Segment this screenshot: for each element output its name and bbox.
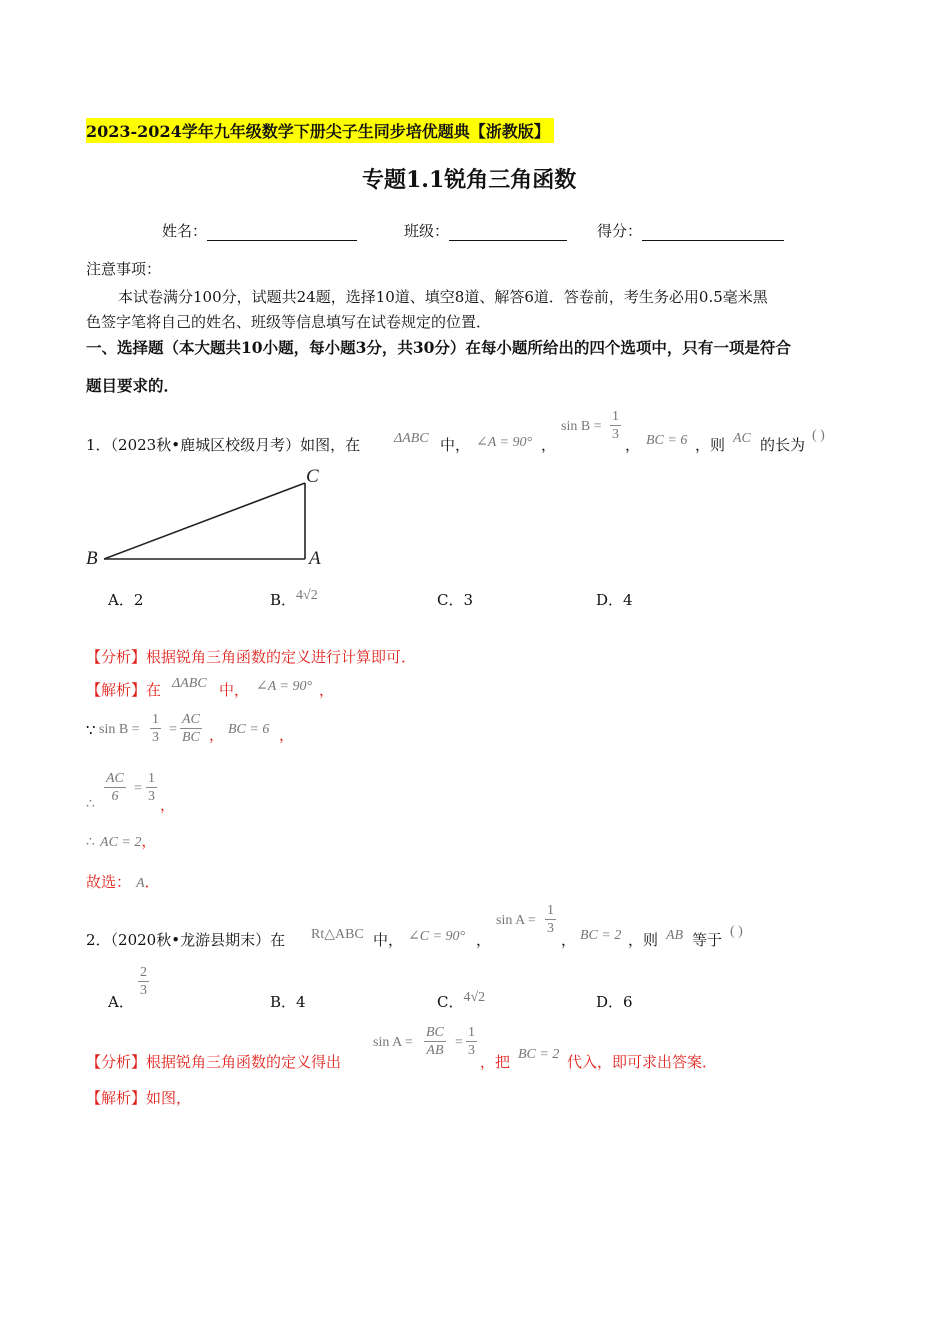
sol2-frac2 (466, 1024, 477, 1059)
sol1-frac1-den: 3 (152, 730, 159, 745)
sol1-frac3-den: 6 (111, 789, 119, 804)
q1-sin-fraction (610, 408, 621, 443)
q1-option-a[interactable]: A．2 (108, 591, 144, 609)
sol1-comma2: ， (209, 726, 225, 744)
sol1-zhong: 中， (219, 681, 250, 699)
q1-bc: BC = 6 (646, 433, 688, 448)
sol1-comma3: ， (279, 726, 295, 744)
class-field[interactable] (404, 220, 567, 241)
sol1-analysis: 【分析】根据锐角三角函数的定义进行计算即可． (86, 648, 417, 666)
q2-option-a-fraction (138, 964, 149, 999)
sol1-eq: = (169, 722, 177, 737)
sol1-period: ． (144, 873, 160, 891)
q1-triangle-figure (84, 462, 334, 572)
sol1-comma4: ， (160, 796, 176, 814)
series-title: 2023-2024学年九年级数学下册尖子生同步培优题典【浙教版】 (86, 118, 554, 143)
sol1-frac2-num: AC (182, 712, 200, 727)
q2-ab: AB (666, 928, 684, 943)
notes-line2: 色签字笔将自己的姓名、班级等信息填写在试卷规定的位置． (86, 313, 492, 331)
vertex-b-label: B (86, 548, 98, 569)
sol1-ac-eq: AC = 2 (100, 835, 142, 850)
class-label: 班级： (404, 222, 450, 240)
sol1-frac2-den: BC (182, 730, 200, 745)
q1-angle: ∠A = 90° (476, 435, 533, 450)
q1-option-b-value: 4√2 (296, 588, 318, 603)
score-field[interactable] (597, 220, 784, 241)
q2-ze: ，则 (628, 931, 659, 949)
sol1-frac1 (150, 711, 161, 746)
q2-comma1: ， (476, 931, 492, 949)
name-label: 姓名： (162, 222, 208, 240)
q2-option-a-label[interactable]: A． (108, 993, 134, 1011)
section-heading-line1: 一、选择题（本大题共10小题，每小题3分，共30分）在每小题所给出的四个选项中，只有一项是符合 (86, 338, 791, 357)
sol1-eq2: = (134, 781, 142, 796)
q2-sin-num: 1 (547, 903, 554, 918)
q1-ze: ，则 (695, 436, 726, 454)
q1-comma1: ， (541, 436, 557, 454)
q1-option-d[interactable]: D．4 (596, 591, 633, 609)
q1-paren: ( ) (812, 428, 825, 443)
sol1-frac3-num: AC (106, 771, 124, 786)
q1-sin-num: 1 (612, 409, 619, 424)
q2-sin-label: sin A = (496, 913, 536, 928)
page-title: 专题1.1锐角三角函数 (362, 167, 577, 193)
sol1-comma: ， (319, 681, 335, 699)
q1-sin-den: 3 (612, 427, 619, 442)
sol1-angle: ∠A = 90° (256, 679, 313, 694)
sol2-frac1-num: BC (426, 1025, 444, 1040)
q1-suffix: 的长为 (760, 436, 806, 454)
segment-bc (104, 483, 305, 559)
q2-option-c-label: C． (437, 993, 464, 1011)
sol2-mid: ，把 (480, 1053, 511, 1071)
q2-prefix: 2．（2020秋•龙游县期末）在 (86, 931, 286, 949)
q2-zhong: 中， (373, 931, 404, 949)
sol2-frac2-den: 3 (468, 1043, 475, 1058)
q2-option-c[interactable] (437, 991, 485, 1012)
q1-comma2: ， (625, 436, 641, 454)
q2-comma2: ， (561, 931, 577, 949)
therefore2-symbol: ∴ (86, 835, 95, 850)
name-field[interactable] (162, 220, 357, 241)
sol1-jiexi: 【解析】在 (86, 681, 162, 699)
section-heading-line2: 题目要求的． (86, 376, 180, 395)
therefore-symbol: ∴ (86, 797, 95, 812)
q1-option-c[interactable]: C．3 (437, 591, 474, 609)
name-blank[interactable] (207, 226, 357, 241)
vertex-c-label: C (306, 466, 319, 487)
sol2-sin-label: sin A = (373, 1035, 413, 1050)
sol2-jiexi: 【解析】如图， (86, 1089, 192, 1107)
sol1-frac1-num: 1 (152, 712, 159, 727)
q1-triangle: ΔABC (394, 431, 429, 446)
q2-option-b[interactable]: B．4 (270, 993, 306, 1011)
sol1-line4 (86, 830, 156, 851)
sol1-choose-val: A (136, 876, 145, 891)
vertex-a-label: A (309, 548, 321, 569)
q2-option-c-value: 4√2 (463, 990, 486, 1005)
sol2-analysis-pre: 【分析】根据锐角三角函数的定义得出 (86, 1053, 342, 1071)
q2-option-a-num: 2 (140, 965, 147, 980)
notes-heading: 注意事项： (86, 260, 162, 278)
sol1-frac4-den: 3 (148, 789, 155, 804)
sol1-choose: 故选： (86, 873, 132, 891)
sol1-choose-line (86, 871, 160, 892)
q2-rt: Rt△ABC (311, 927, 364, 942)
sol1-frac2 (180, 711, 202, 746)
q1-prefix: 1．（2023秋•鹿城区校级月考）如图，在 (86, 436, 361, 454)
class-blank[interactable] (449, 226, 567, 241)
score-label: 得分： (597, 222, 643, 240)
because-symbol: ∵ (86, 721, 96, 739)
sol1-sin-label: sin B = (99, 722, 140, 737)
sol2-eq: = (455, 1035, 463, 1050)
q2-angle: ∠C = 90° (408, 929, 466, 944)
sol1-frac4 (146, 770, 157, 805)
q2-bc: BC = 2 (580, 928, 622, 943)
q2-sin-den: 3 (547, 921, 554, 936)
sol1-triangle: ΔABC (172, 676, 207, 691)
sol2-post: 代入，即可求出答案． (567, 1053, 718, 1071)
sol2-frac2-num: 1 (468, 1025, 475, 1040)
sol1-frac3 (104, 770, 126, 805)
q1-option-b-label: B． (270, 591, 297, 609)
q1-sin-label: sin B = (561, 419, 602, 434)
score-blank[interactable] (642, 226, 784, 241)
q2-sin-fraction (545, 902, 556, 937)
q1-ac: AC (733, 431, 751, 446)
sol2-frac1-den: AB (426, 1043, 444, 1058)
notes-line1: 本试卷满分100分，试题共24题，选择10道、填空8道、解答6道．答卷前，考生务必用0.5毫米黑 (118, 288, 768, 306)
q1-zhong: 中， (440, 436, 471, 454)
q2-paren: ( ) (730, 924, 743, 939)
q2-option-a-den: 3 (140, 983, 147, 998)
sol1-frac4-num: 1 (148, 771, 155, 786)
sol2-bc2: BC = 2 (518, 1047, 560, 1062)
sol2-frac1 (424, 1024, 446, 1059)
sol1-comma5: ， (141, 832, 157, 850)
q2-option-d[interactable]: D．6 (596, 993, 633, 1011)
q2-suffix: 等于 (692, 931, 723, 949)
sol1-bc6: BC = 6 (228, 722, 270, 737)
q1-option-b[interactable] (270, 589, 318, 610)
